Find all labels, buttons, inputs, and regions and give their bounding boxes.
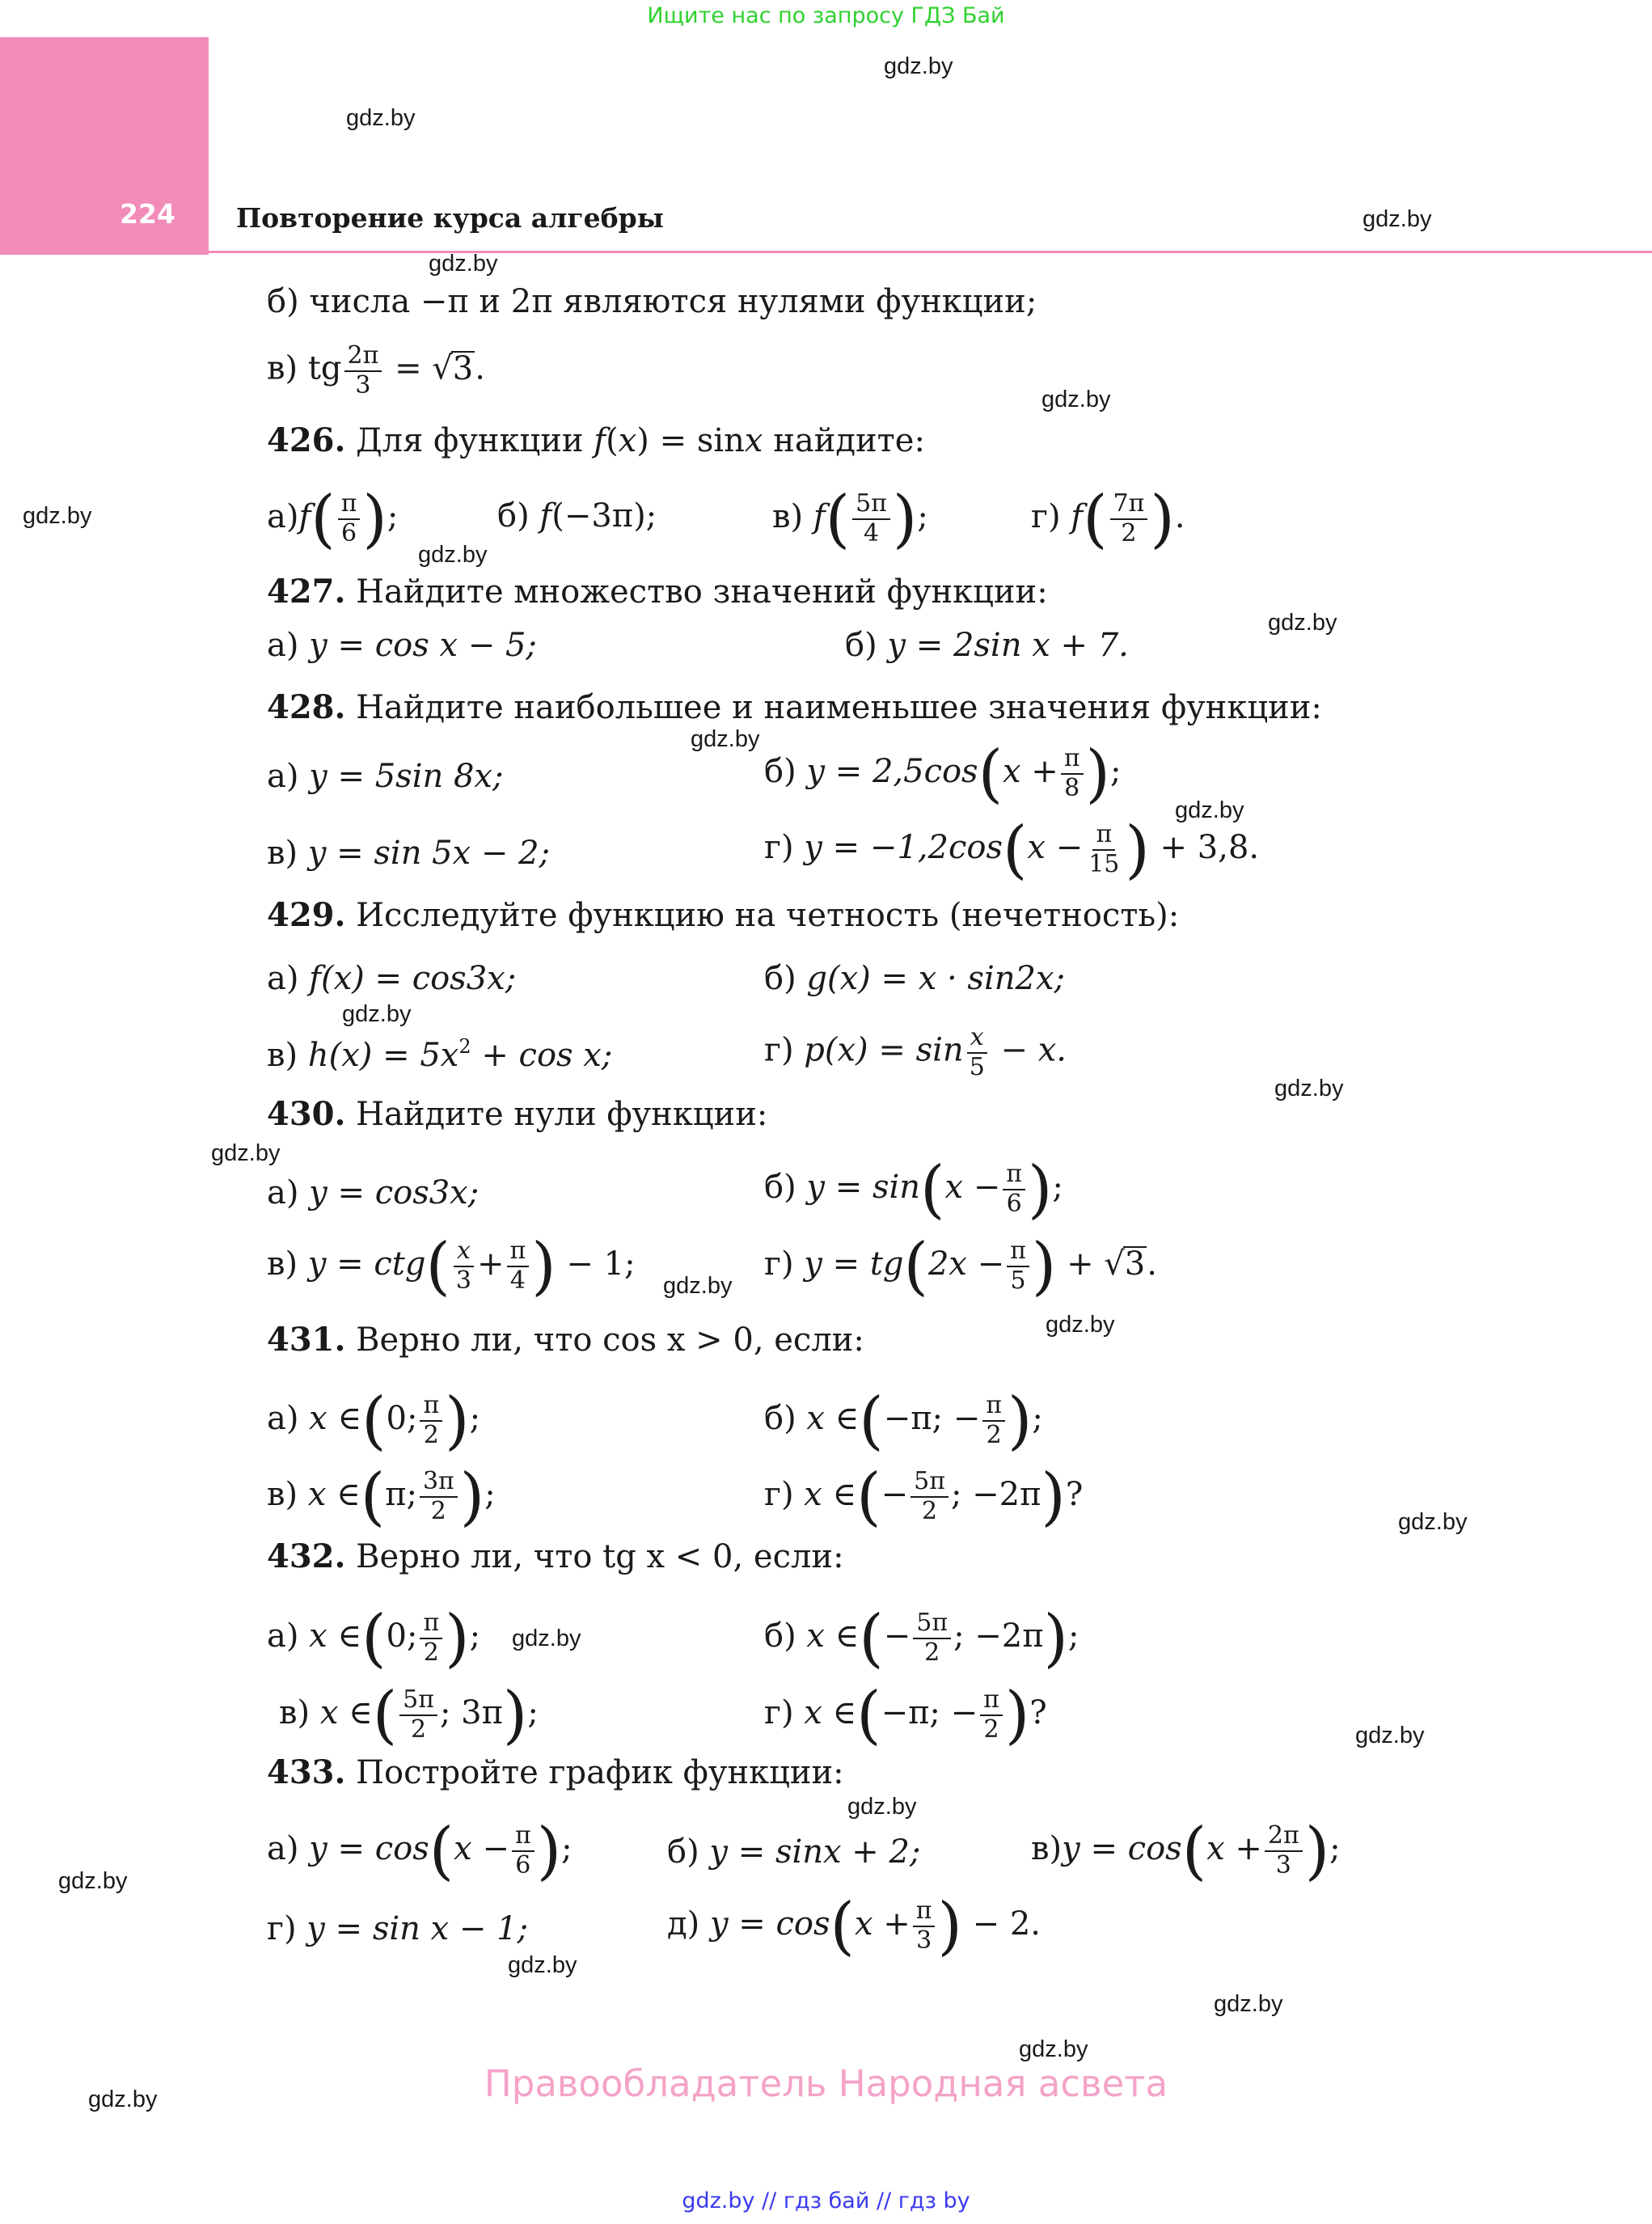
- item-432-b: б) x ∈(− $\frac{5\pi}{2}$ ; −2π);: [764, 1602, 1080, 1675]
- item-429-a: а) f(x) = cos3x;: [267, 960, 517, 997]
- item-427-b: б) y = 2sin x + 7.: [845, 627, 1129, 664]
- item-430-g: г) y = tg(2x − $\frac{\pi}{5}$ ) + √3.: [764, 1230, 1157, 1303]
- problem-433-title: 433. Постройте график функции:: [267, 1753, 844, 1791]
- watermark: gdz.by: [1398, 1509, 1468, 1535]
- watermark: gdz.by: [1214, 1991, 1283, 2017]
- item-430-b: б) y = sin(x − $\frac{\pi}{6}$ );: [764, 1153, 1063, 1226]
- problem-430-title: 430. Найдите нули функции:: [267, 1095, 768, 1133]
- problem-426-title: 426. Для функции f(x) = sinx найдите:: [267, 421, 925, 459]
- item-428-g: г) y = −1,2cos(x − $\frac{\pi}{15}$ ) + 3,8.: [764, 814, 1260, 886]
- item-430-a: а) y = cos3x;: [267, 1174, 480, 1211]
- watermark: gdz.by: [342, 1001, 412, 1027]
- problem-431-title: 431. Верно ли, что cos x > 0, если:: [267, 1321, 864, 1359]
- item-429-b: б) g(x) = x · sin2x;: [764, 960, 1065, 997]
- item-433-v: в)y = cos(x + $\frac{2\pi}{3}$ );: [1031, 1815, 1341, 1888]
- watermark: gdz.by: [1268, 610, 1337, 636]
- watermark: gdz.by: [884, 53, 953, 79]
- fraction: $\frac{2\pi}{3}$: [344, 344, 382, 398]
- copyright-owner: Правообладатель Народная асвета: [484, 2062, 1168, 2105]
- watermark: gdz.by: [847, 1794, 917, 1820]
- watermark: gdz.by: [211, 1140, 281, 1166]
- problem-432-title: 432. Верно ли, что tg x < 0, если:: [267, 1537, 844, 1575]
- watermark: gdz.by: [1363, 206, 1432, 232]
- item-429-v: в) $h(x) = 5x^2 + \cos x$;: [267, 1035, 613, 1074]
- watermark: gdz.by: [1046, 1312, 1115, 1338]
- problem-427-title: 427. Найдите множество значений функции:: [267, 573, 1048, 611]
- item-427-a: а) y = cos x − 5;: [267, 627, 537, 664]
- item-430-v: в) y = ctg( $\frac{x}{3}$ + $\frac{\pi}{4}$ ) − 1;: [267, 1230, 636, 1303]
- item-425-b: б) числа −π и 2π являются нулями функции;: [267, 283, 1037, 320]
- watermark: gdz.by: [346, 105, 416, 131]
- top-banner[interactable]: Ищите нас по запросу ГДЗ Бай: [647, 3, 1005, 28]
- item-426-b: б) f(−3π);: [497, 497, 657, 535]
- running-head: Повторение курса алгебры: [236, 202, 664, 234]
- item-431-a: а) x ∈(0; $\frac{\pi}{2}$ );: [267, 1385, 481, 1457]
- item-425-v: в) tg $\frac{2\pi}{3}$ = √3.: [267, 341, 485, 400]
- item-433-d: д) y = cos(x + $\frac{\pi}{3}$ ) − 2.: [667, 1890, 1041, 1963]
- watermark: gdz.by: [691, 726, 760, 752]
- item-432-a: а) x ∈(0; $\frac{\pi}{2}$ );: [267, 1602, 481, 1675]
- watermark: gdz.by: [1041, 387, 1111, 412]
- header-rule: [209, 251, 1652, 253]
- item-432-g: г) x ∈(−π; − $\frac{\pi}{2}$ )?: [764, 1679, 1047, 1752]
- watermark: gdz.by: [88, 2087, 158, 2112]
- page-number: 224: [120, 198, 175, 230]
- item-433-g: г) y = sin x − 1;: [267, 1910, 529, 1947]
- watermark: gdz.by: [429, 251, 498, 277]
- item-426-a: а)f( $\frac{\pi}{6}$ );: [267, 483, 399, 556]
- item-429-g: г) p(x) = sin $\frac{x}{5}$ − x.: [764, 1023, 1067, 1081]
- problem-429-title: 429. Исследуйте функцию на четность (нечетность):: [267, 896, 1180, 934]
- item-428-a: а) y = 5sin 8x;: [267, 758, 504, 795]
- watermark: gdz.by: [663, 1273, 733, 1299]
- watermark: gdz.by: [508, 1952, 577, 1978]
- problem-428-title: 428. Найдите наибольшее и наименьшее значения функции:: [267, 688, 1322, 726]
- watermark: gdz.by: [1019, 2036, 1088, 2062]
- item-431-b: б) x ∈(−π; − $\frac{\pi}{2}$ );: [764, 1385, 1043, 1457]
- item-426-v: в) f( $\frac{5\pi}{4}$ );: [772, 483, 928, 556]
- footer-links[interactable]: gdz.by // гдз бай // гдз by: [682, 2188, 970, 2213]
- watermark: gdz.by: [23, 503, 92, 529]
- watermark: gdz.by: [58, 1868, 128, 1894]
- item-431-g: г) x ∈(− $\frac{5\pi}{2}$ ; −2π)?: [764, 1461, 1084, 1533]
- item-426-g: г) f( $\frac{7\pi}{2}$ ).: [1031, 483, 1185, 556]
- item-431-v: в) x ∈(π; $\frac{3\pi}{2}$ );: [267, 1461, 496, 1533]
- watermark: gdz.by: [418, 542, 488, 568]
- item-428-b: б) y = 2,5cos(x + $\frac{\pi}{8}$ );: [764, 738, 1122, 810]
- item-433-b: б) y = sinx + 2;: [667, 1833, 921, 1871]
- item-432-v: в) x ∈( $\frac{5\pi}{2}$ ; 3π);: [279, 1679, 539, 1752]
- watermark: gdz.by: [512, 1626, 581, 1651]
- item-428-v: в) y = sin 5x − 2;: [267, 835, 551, 872]
- watermark: gdz.by: [1175, 797, 1244, 823]
- watermark: gdz.by: [1355, 1723, 1425, 1748]
- item-433-a: а) y = cos(x − $\frac{\pi}{6}$ );: [267, 1815, 572, 1888]
- watermark: gdz.by: [1274, 1076, 1344, 1101]
